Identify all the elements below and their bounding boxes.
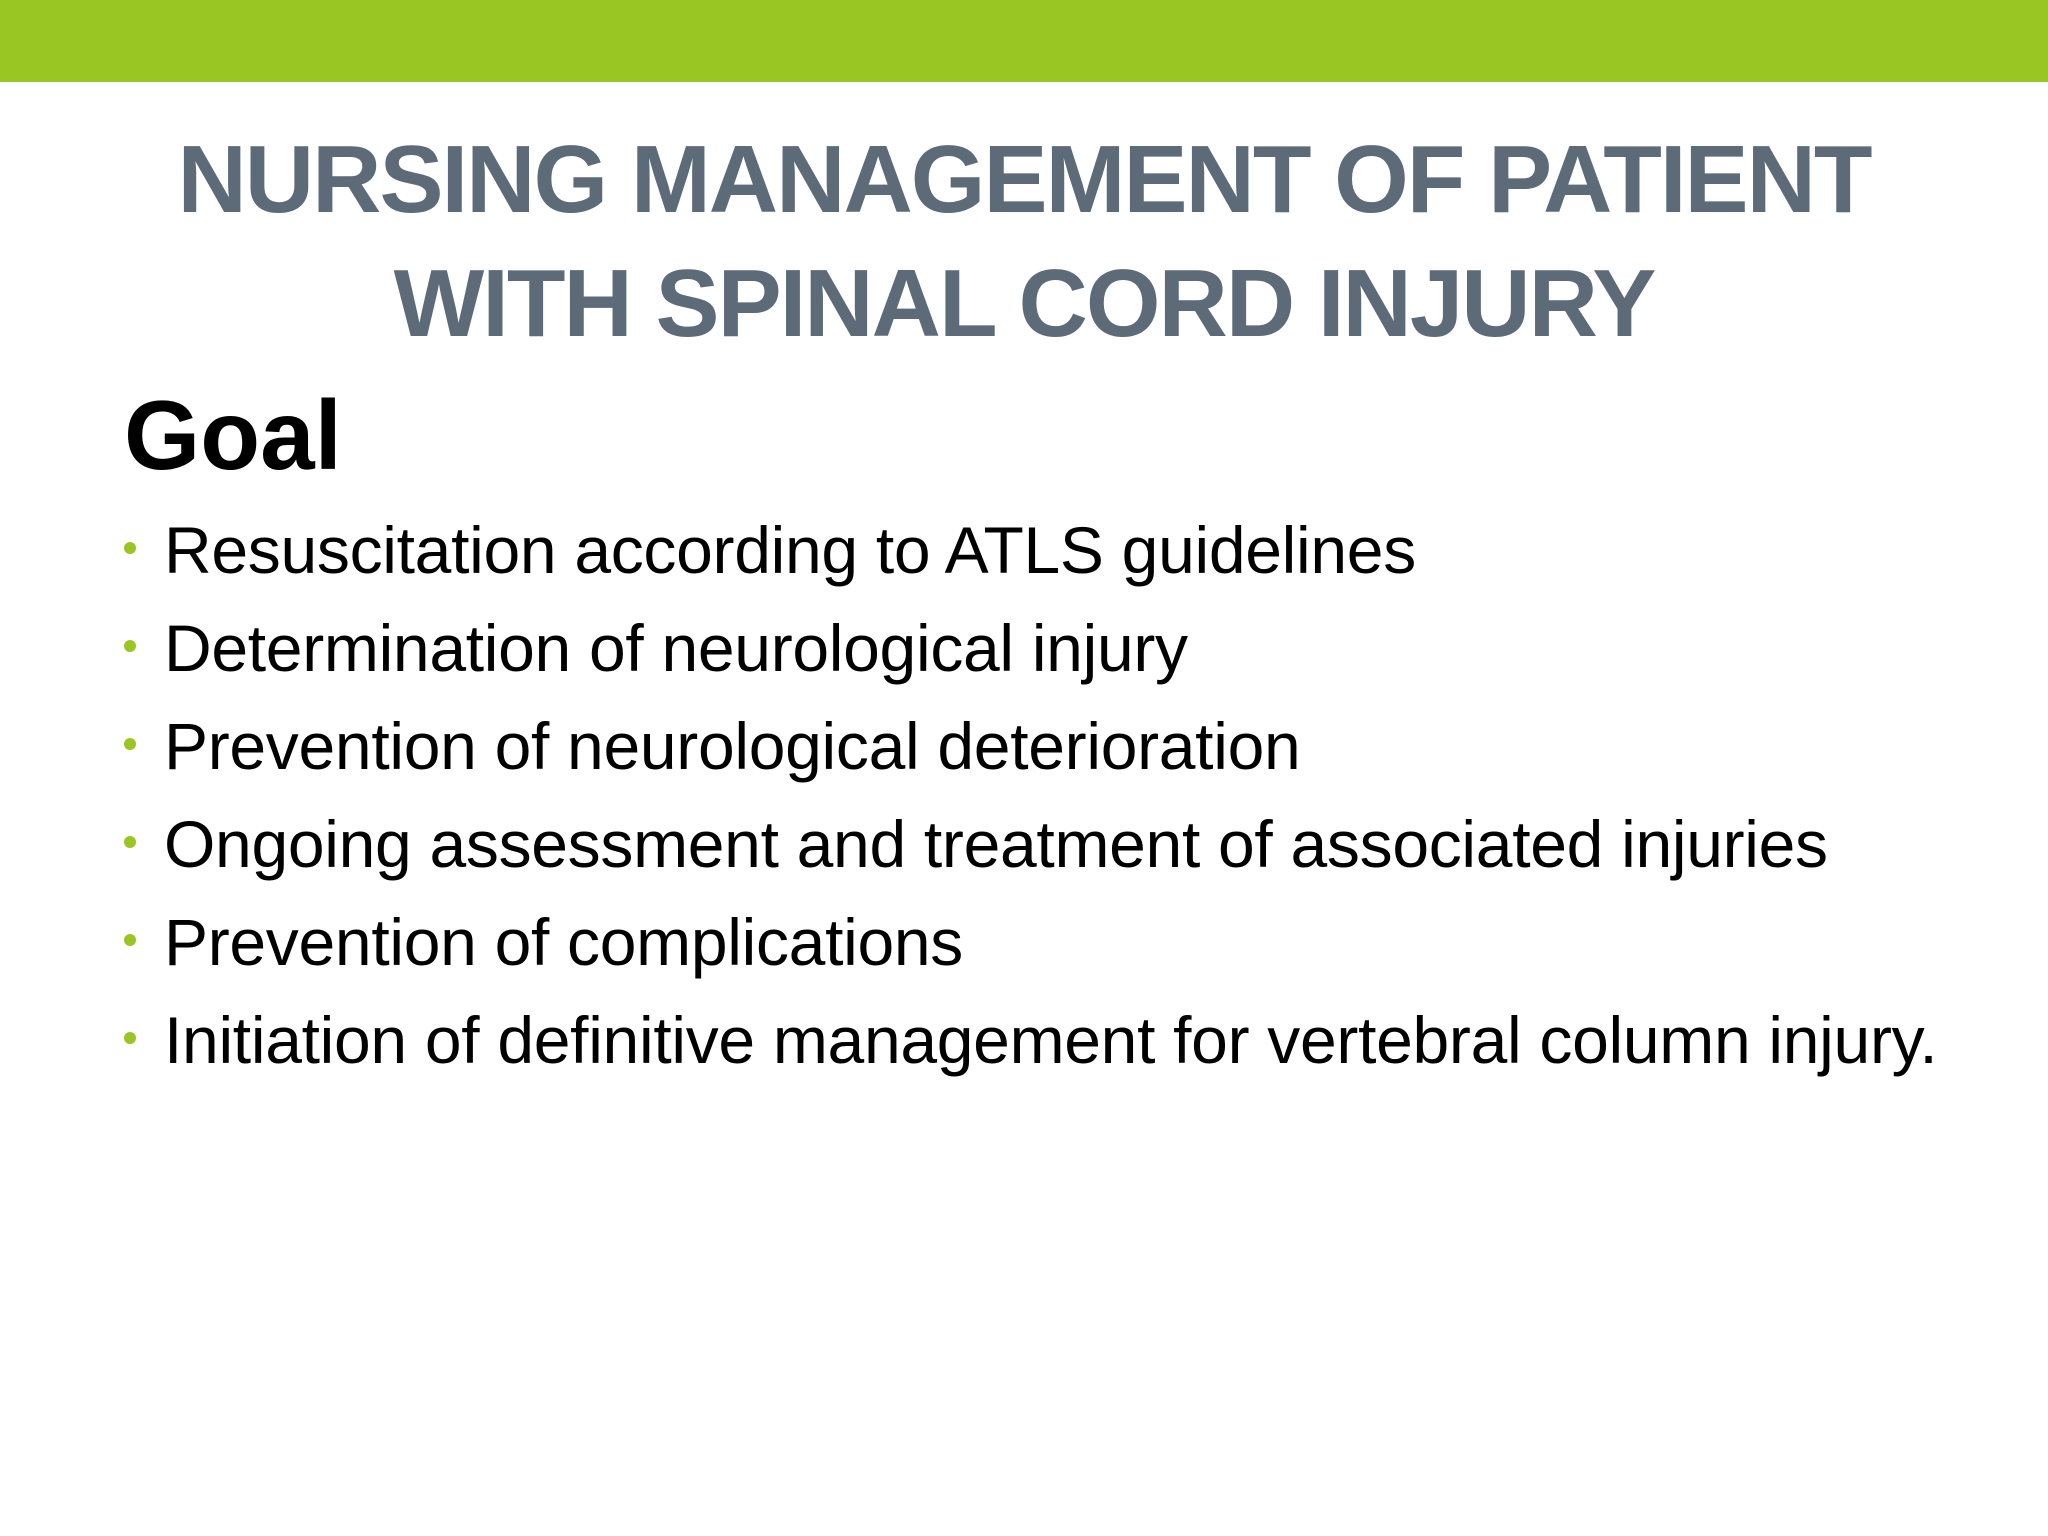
bullet-text: Prevention of complications — [164, 905, 963, 979]
slide-title — [0, 118, 2048, 366]
slide-title-line-2: WITH SPINAL CORD INJURY — [393, 250, 1655, 357]
bullet-text: Determination of neurological injury — [164, 611, 1188, 685]
bullet-dot-icon — [124, 836, 136, 848]
bullet-item — [120, 900, 1980, 984]
bullet-text: Initiation of definitive management for vertebral column injury. — [164, 1003, 1938, 1077]
bullet-item — [120, 802, 1980, 886]
bullet-dot-icon — [124, 934, 136, 946]
bullet-dot-icon — [124, 542, 136, 554]
slide-title-line-1: NURSING MANAGEMENT OF PATIENT — [177, 126, 1871, 233]
goal-bullet-list — [120, 508, 1980, 1096]
bullet-item — [120, 606, 1980, 690]
bullet-item — [120, 704, 1980, 788]
bullet-text: Resuscitation according to ATLS guidelines — [164, 513, 1416, 587]
bullet-text: Ongoing assessment and treatment of associated injuries — [164, 807, 1828, 881]
bullet-dot-icon — [124, 1032, 136, 1044]
goal-heading: Goal — [124, 380, 342, 490]
bullet-item — [120, 998, 1980, 1082]
bullet-item — [120, 508, 1980, 592]
bullet-text: Prevention of neurological deterioration — [164, 709, 1301, 783]
bullet-dot-icon — [124, 640, 136, 652]
bullet-dot-icon — [124, 738, 136, 750]
top-accent-bar — [0, 0, 2048, 82]
